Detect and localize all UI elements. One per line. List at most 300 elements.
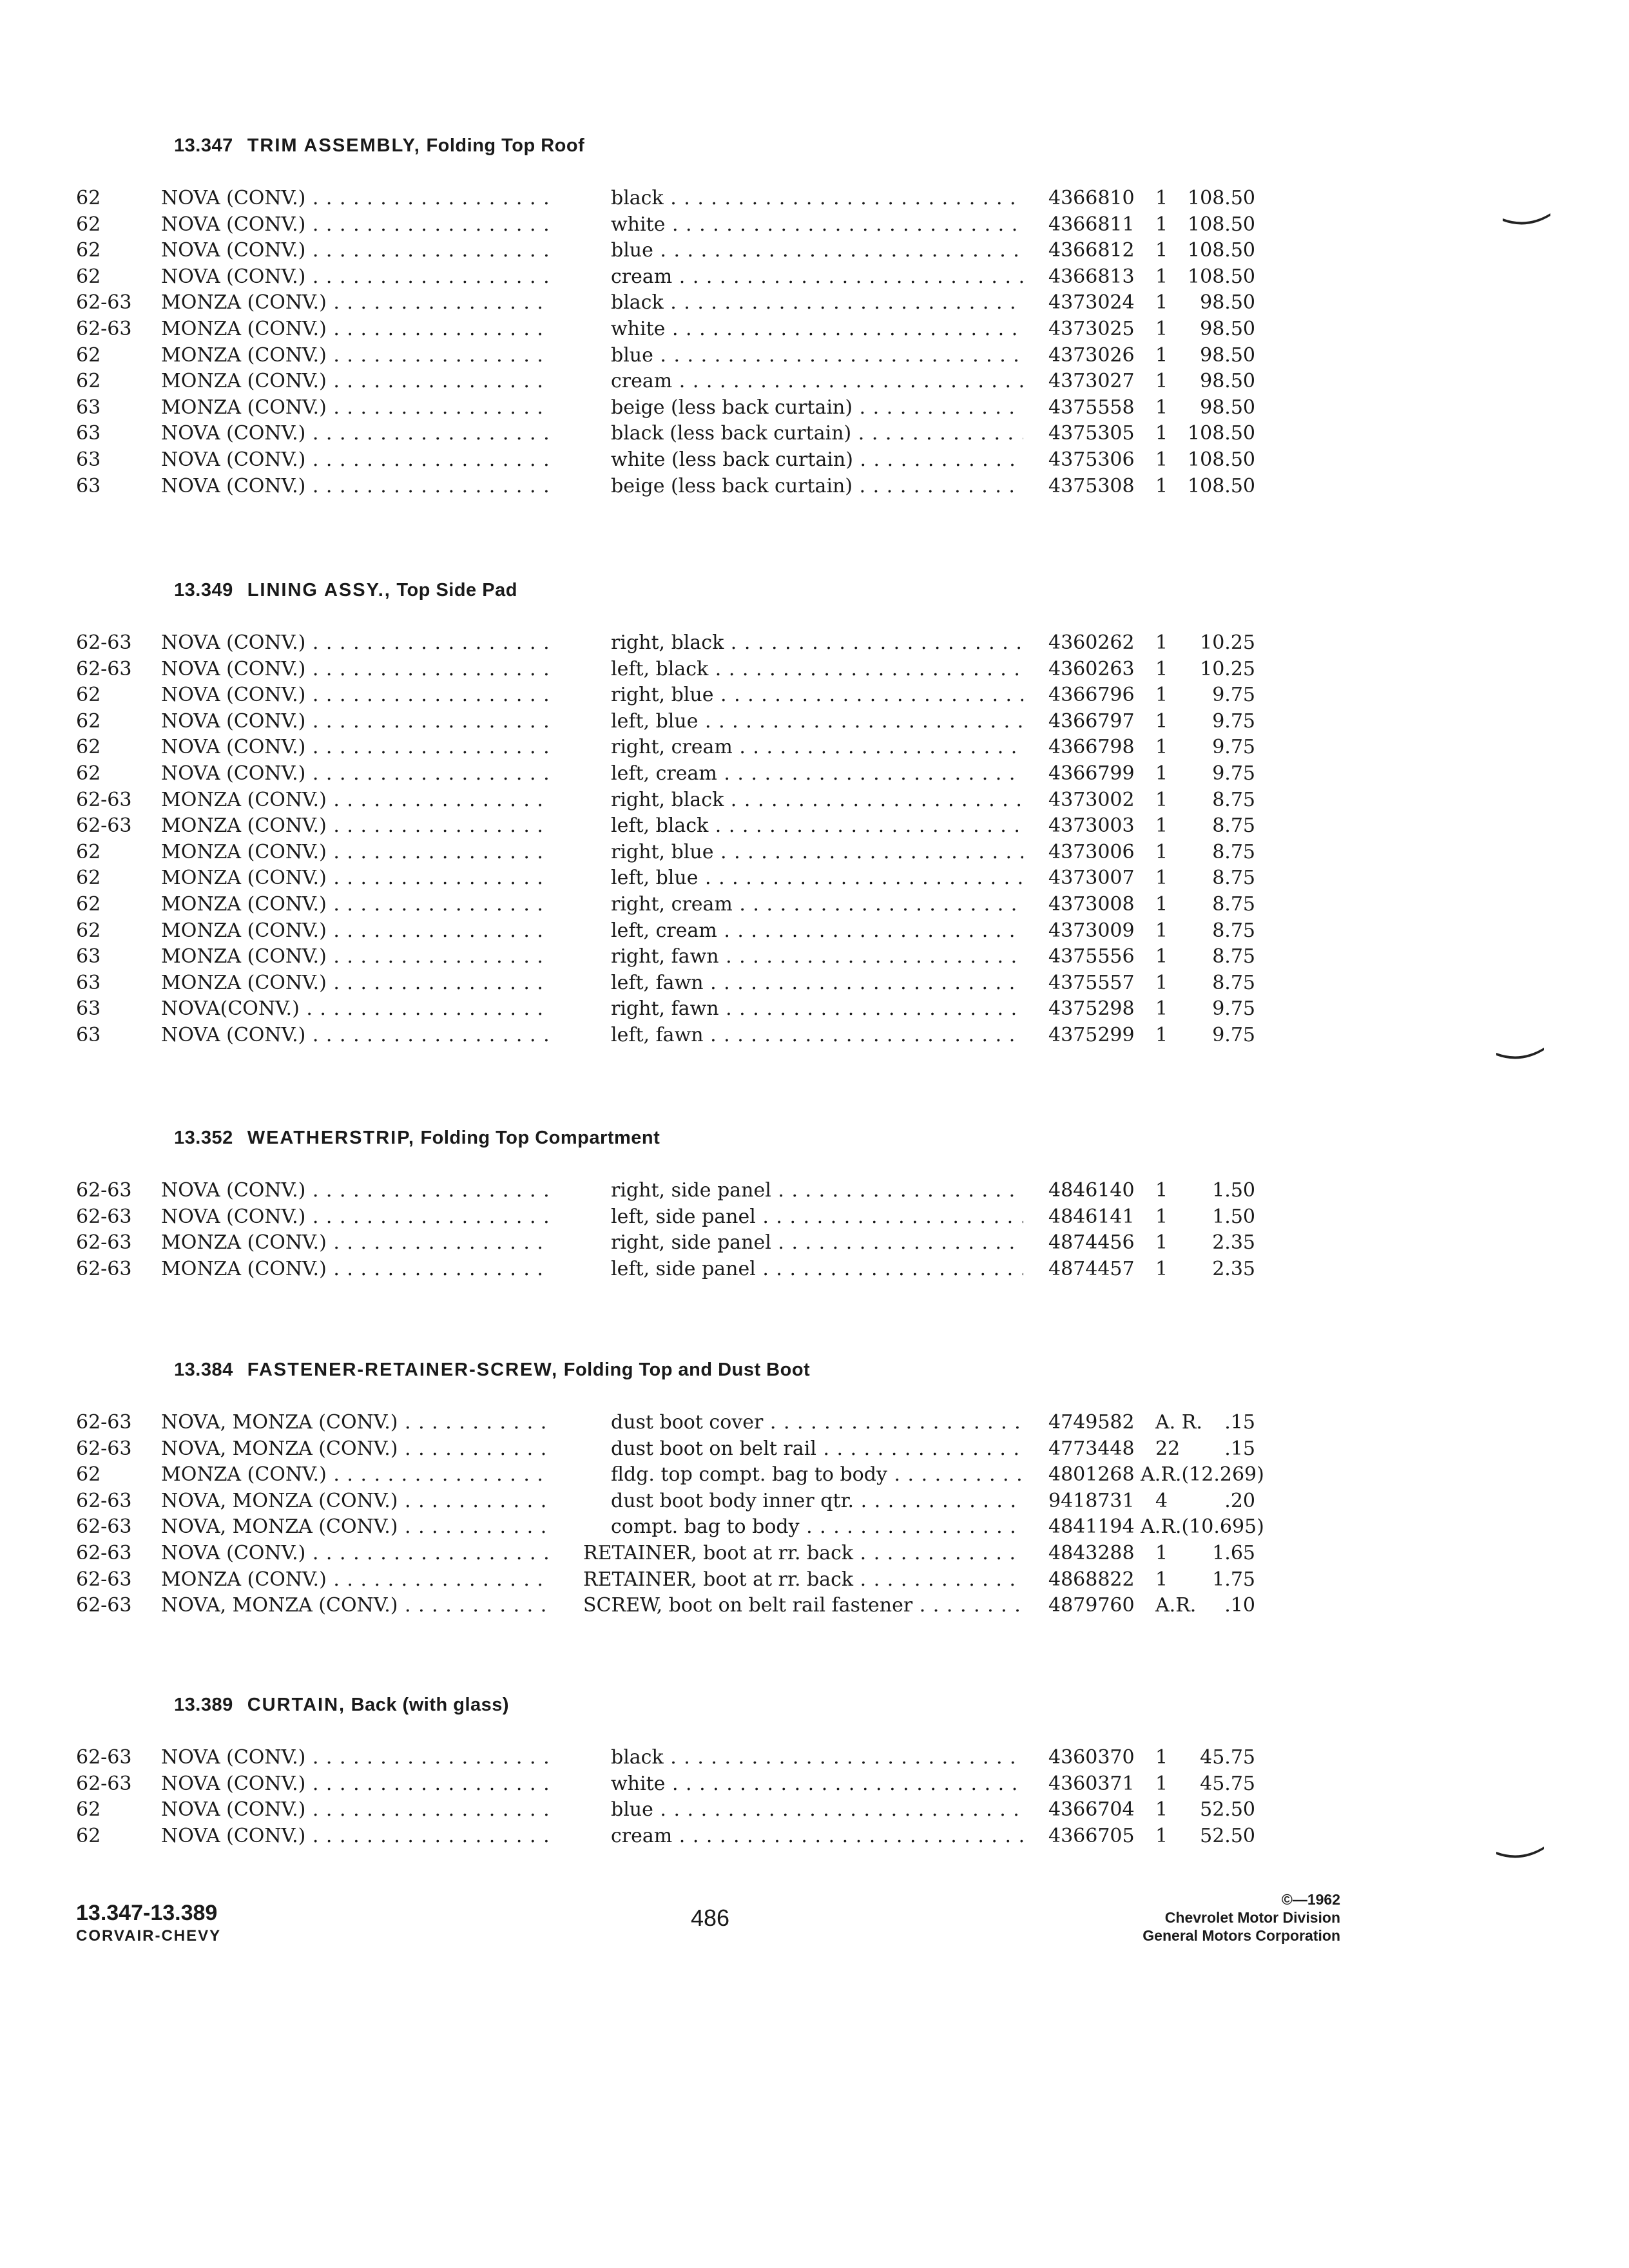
price: 1.75 — [1212, 1568, 1255, 1591]
quantity: 1 — [1155, 1179, 1168, 1202]
model-cell — [161, 212, 548, 238]
model-name: NOVA (CONV.) — [161, 265, 306, 288]
section-number: 13.389 — [174, 1695, 233, 1715]
model-year: 62-63 — [76, 1257, 132, 1280]
quantity: A.R. — [1155, 1594, 1197, 1617]
model-name: MONZA (CONV.) — [161, 945, 327, 968]
quantity: 22 — [1155, 1437, 1181, 1460]
model-name: NOVA (CONV.) — [161, 474, 306, 497]
model-name: NOVA, MONZA (CONV.) — [161, 1515, 398, 1539]
description-cell — [611, 892, 1023, 918]
page-number: 486 — [691, 1905, 730, 1931]
quantity: 1 — [1155, 396, 1168, 419]
part-row — [0, 709, 1629, 735]
description-cell — [611, 813, 1023, 839]
description-cell — [611, 290, 1023, 316]
part-row — [0, 892, 1629, 918]
model-name: NOVA (CONV.) — [161, 239, 306, 262]
quantity: 1 — [1155, 213, 1168, 236]
model-cell — [161, 657, 548, 682]
quantity: 1 — [1155, 631, 1168, 654]
description-cell — [611, 630, 1023, 656]
model-cell — [161, 1178, 548, 1204]
part-description: compt. bag to body — [611, 1515, 800, 1539]
part-number: 4375299 — [1048, 1024, 1135, 1046]
price: 98.50 — [1200, 343, 1255, 367]
part-description: left, cream — [611, 762, 717, 785]
model-year: 63 — [76, 971, 101, 994]
part-number: 4360262 — [1048, 631, 1135, 654]
price: 1.50 — [1212, 1205, 1255, 1228]
model-cell — [161, 787, 548, 813]
model-cell — [161, 865, 548, 891]
part-row — [0, 1178, 1629, 1204]
part-description: right, black — [611, 631, 724, 654]
part-number: 4874457 — [1048, 1257, 1135, 1280]
description-cell — [611, 1797, 1023, 1823]
model-year: 62 — [76, 213, 101, 236]
model-year: 63 — [76, 1024, 101, 1046]
division-name: Chevrolet Motor Division — [1164, 1909, 1340, 1926]
model-cell — [161, 395, 548, 421]
part-row — [0, 761, 1629, 787]
quantity: 1 — [1155, 709, 1168, 733]
part-number: 4375308 — [1048, 474, 1135, 497]
part-number: 4375558 — [1048, 396, 1135, 419]
price: 8.75 — [1212, 893, 1255, 916]
model-cell — [161, 892, 548, 918]
part-number: 4366813 — [1048, 265, 1135, 288]
model-year: 62-63 — [76, 1489, 132, 1512]
part-row — [0, 630, 1629, 656]
description-cell — [611, 316, 1023, 342]
model-year: 62-63 — [76, 1772, 132, 1795]
price: 8.75 — [1212, 840, 1255, 863]
price: 108.50 — [1188, 265, 1255, 288]
price: 9.75 — [1212, 1024, 1255, 1046]
model-name: MONZA (CONV.) — [161, 814, 327, 838]
quantity: 1 — [1155, 291, 1168, 314]
binder-tab-mark — [1495, 1044, 1547, 1063]
part-row — [0, 787, 1629, 813]
model-cell — [161, 1204, 548, 1230]
model-cell — [161, 474, 548, 499]
model-year: 62 — [76, 736, 101, 759]
quantity: 1 — [1155, 1772, 1168, 1795]
model-name: MONZA (CONV.) — [161, 1568, 327, 1591]
model-year: 63 — [76, 997, 101, 1021]
part-number: 4846141 — [1048, 1205, 1135, 1228]
price: 98.50 — [1200, 318, 1255, 340]
price: .10 — [1224, 1594, 1255, 1617]
model-year: 62-63 — [76, 1411, 132, 1434]
part-description: right, blue — [611, 684, 714, 707]
model-cell — [161, 761, 548, 787]
description-cell — [611, 1436, 1023, 1462]
part-description: left, cream — [611, 919, 717, 942]
part-row — [0, 657, 1629, 682]
quantity: 1 — [1155, 265, 1168, 288]
model-cell — [161, 238, 548, 264]
description-cell — [611, 1230, 1023, 1256]
part-row — [0, 1745, 1629, 1771]
part-number: 4846140 — [1048, 1179, 1135, 1202]
section-heading — [174, 580, 517, 601]
section-number: 13.352 — [174, 1128, 233, 1148]
part-number: 4373003 — [1048, 814, 1135, 838]
part-number: 4373024 — [1048, 291, 1135, 314]
quantity: 1 — [1155, 1746, 1168, 1769]
part-row — [0, 996, 1629, 1022]
part-number: 4366796 — [1048, 684, 1135, 707]
quantity: 1 — [1155, 814, 1168, 838]
model-cell — [161, 1410, 548, 1436]
part-description: black — [611, 187, 664, 209]
model-year: 62 — [76, 1463, 101, 1486]
part-description: right, blue — [611, 840, 714, 863]
quantity: 1 — [1155, 1798, 1168, 1821]
model-year: 63 — [76, 448, 101, 471]
quantity: 1 — [1155, 318, 1168, 340]
part-number: 4366799 — [1048, 762, 1135, 785]
description-cell — [583, 1593, 1023, 1619]
part-description: white — [611, 1772, 666, 1795]
quantity: A. R. — [1155, 1411, 1202, 1434]
part-description: blue — [611, 343, 653, 367]
footer-right — [1142, 1890, 1340, 1945]
part-description: beige (less back curtain) — [611, 474, 853, 497]
part-row — [0, 264, 1629, 290]
description-cell — [611, 447, 1023, 473]
quantity: 1 — [1155, 893, 1168, 916]
model-year: 62 — [76, 343, 101, 367]
quantity: 1 — [1155, 997, 1168, 1021]
part-row — [0, 735, 1629, 760]
price: 8.75 — [1212, 945, 1255, 968]
part-row — [0, 290, 1629, 316]
price: 9.75 — [1212, 997, 1255, 1021]
model-cell — [161, 421, 548, 447]
part-number: 4366798 — [1048, 736, 1135, 759]
part-row — [0, 1514, 1629, 1540]
part-number: 4843288 — [1048, 1542, 1135, 1564]
quantity: 1 — [1155, 1542, 1168, 1564]
price: 9.75 — [1212, 762, 1255, 785]
model-year: 63 — [76, 396, 101, 419]
description-cell — [611, 369, 1023, 394]
part-row — [0, 840, 1629, 865]
part-description: black (less back curtain) — [611, 422, 852, 445]
part-row — [0, 1462, 1629, 1488]
description-cell — [583, 1541, 1023, 1566]
catalog-series: CORVAIR-CHEVY — [76, 1927, 222, 1945]
model-year: 62 — [76, 1798, 101, 1821]
model-year: 62 — [76, 187, 101, 209]
model-cell — [161, 1541, 548, 1566]
part-row — [0, 395, 1629, 421]
model-name: NOVA (CONV.) — [161, 709, 306, 733]
model-year: 62 — [76, 762, 101, 785]
model-name: NOVA (CONV.) — [161, 1542, 306, 1564]
section-heading — [174, 1695, 509, 1716]
description-cell — [611, 1488, 1023, 1514]
model-year: 63 — [76, 474, 101, 497]
part-number: 4375556 — [1048, 945, 1135, 968]
price: 52.50 — [1200, 1824, 1255, 1847]
price: 45.75 — [1200, 1746, 1255, 1769]
model-cell — [161, 813, 548, 839]
quantity: 1 — [1155, 474, 1168, 497]
section-range: 13.347-13.389 — [76, 1901, 218, 1925]
model-cell — [161, 1462, 548, 1488]
model-name: MONZA (CONV.) — [161, 919, 327, 942]
model-year: 62 — [76, 867, 101, 890]
quantity: 1 — [1155, 736, 1168, 759]
part-description: dust boot body inner qtr. — [611, 1489, 854, 1512]
model-year: 62-63 — [76, 1515, 132, 1539]
part-description: left, fawn — [611, 971, 704, 994]
part-row — [0, 474, 1629, 499]
model-cell — [161, 264, 548, 290]
part-row — [0, 212, 1629, 238]
part-number: 4773448 — [1048, 1437, 1135, 1460]
model-year: 63 — [76, 945, 101, 968]
model-cell — [161, 1567, 548, 1593]
part-number: 4373008 — [1048, 893, 1135, 916]
model-cell — [161, 944, 548, 970]
model-year: 62 — [76, 1824, 101, 1847]
model-cell — [161, 630, 548, 656]
description-cell — [611, 1178, 1023, 1204]
description-cell — [611, 709, 1023, 735]
section-number: 13.347 — [174, 135, 233, 156]
model-cell — [161, 1823, 548, 1849]
section-number: 13.384 — [174, 1360, 233, 1380]
part-row — [0, 1541, 1629, 1566]
part-number: 4373027 — [1048, 370, 1135, 393]
price: 45.75 — [1200, 1772, 1255, 1795]
model-year: 62-63 — [76, 1179, 132, 1202]
part-number: 4366705 — [1048, 1824, 1135, 1847]
model-name: NOVA, MONZA (CONV.) — [161, 1437, 398, 1460]
quantity: 1 — [1155, 448, 1168, 471]
quantity: 1 — [1155, 1257, 1168, 1280]
part-number: 4373006 — [1048, 840, 1135, 863]
price: 9.75 — [1212, 736, 1255, 759]
section-name: LINING ASSY., — [247, 580, 391, 601]
quantity: 1 — [1155, 1024, 1168, 1046]
model-name: NOVA (CONV.) — [161, 1772, 306, 1795]
part-row — [0, 421, 1629, 447]
price: 108.50 — [1188, 213, 1255, 236]
quantity: 1 — [1155, 370, 1168, 393]
price: 108.50 — [1188, 474, 1255, 497]
part-row — [0, 1771, 1629, 1797]
part-number: 4366812 — [1048, 239, 1135, 262]
model-year: 62-63 — [76, 1205, 132, 1228]
description-cell — [611, 1514, 1023, 1540]
model-name: NOVA (CONV.) — [161, 684, 306, 707]
part-description: dust boot cover — [611, 1411, 764, 1434]
section-subtitle: Back (with glass) — [351, 1695, 510, 1715]
part-row — [0, 316, 1629, 342]
model-year: 62 — [76, 239, 101, 262]
quantity: 1 — [1155, 684, 1168, 707]
part-number: 4879760 — [1048, 1594, 1135, 1617]
model-name: NOVA (CONV.) — [161, 1746, 306, 1769]
model-name: MONZA (CONV.) — [161, 343, 327, 367]
description-cell — [611, 1823, 1023, 1849]
section-subtitle: Folding Top and Dust Boot — [563, 1360, 811, 1380]
model-name: MONZA (CONV.) — [161, 788, 327, 811]
model-year: 62-63 — [76, 1542, 132, 1564]
part-number: 4366810 — [1048, 187, 1135, 209]
part-number-qty-price: 4841194 A.R.(10.695) — [1048, 1515, 1264, 1539]
part-number: 4375305 — [1048, 422, 1135, 445]
quantity: 1 — [1155, 867, 1168, 890]
description-cell — [611, 1256, 1023, 1282]
section-heading — [174, 1360, 810, 1381]
part-description: black — [611, 1746, 664, 1769]
part-description: right, side panel — [611, 1231, 771, 1254]
part-row — [0, 343, 1629, 369]
model-cell — [161, 970, 548, 996]
price: 1.65 — [1212, 1542, 1255, 1564]
model-year: 62-63 — [76, 318, 132, 340]
price: 8.75 — [1212, 788, 1255, 811]
model-cell — [161, 447, 548, 473]
part-row — [0, 944, 1629, 970]
model-year: 62-63 — [76, 657, 132, 680]
part-description: RETAINER, boot at rr. back — [583, 1542, 854, 1564]
model-name: NOVA (CONV.) — [161, 1024, 306, 1046]
part-row — [0, 186, 1629, 211]
price: 10.25 — [1200, 631, 1255, 654]
model-cell — [161, 682, 548, 708]
quantity: 1 — [1155, 919, 1168, 942]
description-cell — [611, 186, 1023, 211]
model-name: NOVA, MONZA (CONV.) — [161, 1489, 398, 1512]
model-cell — [161, 316, 548, 342]
description-cell — [611, 735, 1023, 760]
part-number: 4749582 — [1048, 1411, 1135, 1434]
model-year: 62 — [76, 370, 101, 393]
quantity: 1 — [1155, 239, 1168, 262]
price: 8.75 — [1212, 971, 1255, 994]
description-cell — [611, 787, 1023, 813]
description-cell — [583, 1567, 1023, 1593]
part-description: right, fawn — [611, 945, 719, 968]
part-number: 4360263 — [1048, 657, 1135, 680]
model-cell — [161, 996, 548, 1022]
part-description: cream — [611, 265, 673, 288]
quantity: 1 — [1155, 788, 1168, 811]
model-year: 62-63 — [76, 1746, 132, 1769]
section-heading — [174, 135, 584, 157]
part-row — [0, 1436, 1629, 1462]
model-name: NOVA (CONV.) — [161, 762, 306, 785]
section-number: 13.349 — [174, 580, 233, 601]
part-description: blue — [611, 239, 653, 262]
model-year: 63 — [76, 422, 101, 445]
part-number: 4373002 — [1048, 788, 1135, 811]
description-cell — [611, 238, 1023, 264]
price: 98.50 — [1200, 396, 1255, 419]
model-cell — [161, 1256, 548, 1282]
part-row — [0, 813, 1629, 839]
price: 1.50 — [1212, 1179, 1255, 1202]
price: .20 — [1224, 1489, 1255, 1512]
model-name: NOVA(CONV.) — [161, 997, 300, 1021]
price: 10.25 — [1200, 657, 1255, 680]
model-cell — [161, 1436, 548, 1462]
part-description: left, blue — [611, 867, 699, 890]
description-cell — [611, 264, 1023, 290]
price: 108.50 — [1188, 448, 1255, 471]
model-year: 62-63 — [76, 1231, 132, 1254]
model-cell — [161, 290, 548, 316]
model-cell — [161, 840, 548, 865]
model-year: 62-63 — [76, 291, 132, 314]
model-name: NOVA (CONV.) — [161, 213, 306, 236]
part-row — [0, 238, 1629, 264]
part-row — [0, 1488, 1629, 1514]
model-name: MONZA (CONV.) — [161, 1463, 327, 1486]
model-cell — [161, 1514, 548, 1540]
part-number: 4366704 — [1048, 1798, 1135, 1821]
part-row — [0, 447, 1629, 473]
description-cell — [611, 682, 1023, 708]
part-description: fldg. top compt. bag to body — [611, 1463, 887, 1486]
part-row — [0, 1204, 1629, 1230]
model-name: MONZA (CONV.) — [161, 1231, 327, 1254]
description-cell — [611, 761, 1023, 787]
model-year: 62-63 — [76, 1437, 132, 1460]
part-description: SCREW, boot on belt rail fastener — [583, 1594, 913, 1617]
model-name: MONZA (CONV.) — [161, 971, 327, 994]
part-number: 4366797 — [1048, 709, 1135, 733]
model-name: MONZA (CONV.) — [161, 867, 327, 890]
model-cell — [161, 1230, 548, 1256]
part-number: 4868822 — [1048, 1568, 1135, 1591]
part-number: 4373009 — [1048, 919, 1135, 942]
model-cell — [161, 918, 548, 944]
quantity: 1 — [1155, 343, 1168, 367]
part-description: white — [611, 318, 666, 340]
description-cell — [611, 1410, 1023, 1436]
description-cell — [611, 657, 1023, 682]
part-description: right, black — [611, 788, 724, 811]
model-name: MONZA (CONV.) — [161, 318, 327, 340]
binder-tab-mark — [1501, 209, 1553, 229]
description-cell — [611, 1023, 1023, 1048]
price: 108.50 — [1188, 187, 1255, 209]
model-cell — [161, 1797, 548, 1823]
quantity: 1 — [1155, 187, 1168, 209]
part-number: 9418731 — [1048, 1489, 1135, 1512]
part-description: beige (less back curtain) — [611, 396, 853, 419]
price: 52.50 — [1200, 1798, 1255, 1821]
model-cell — [161, 1488, 548, 1514]
part-description: white — [611, 213, 666, 236]
model-cell — [161, 1745, 548, 1771]
price: 108.50 — [1188, 422, 1255, 445]
model-name: NOVA (CONV.) — [161, 1798, 306, 1821]
quantity: 4 — [1155, 1489, 1168, 1512]
description-cell — [611, 1462, 1023, 1488]
description-cell — [611, 840, 1023, 865]
price: 9.75 — [1212, 709, 1255, 733]
